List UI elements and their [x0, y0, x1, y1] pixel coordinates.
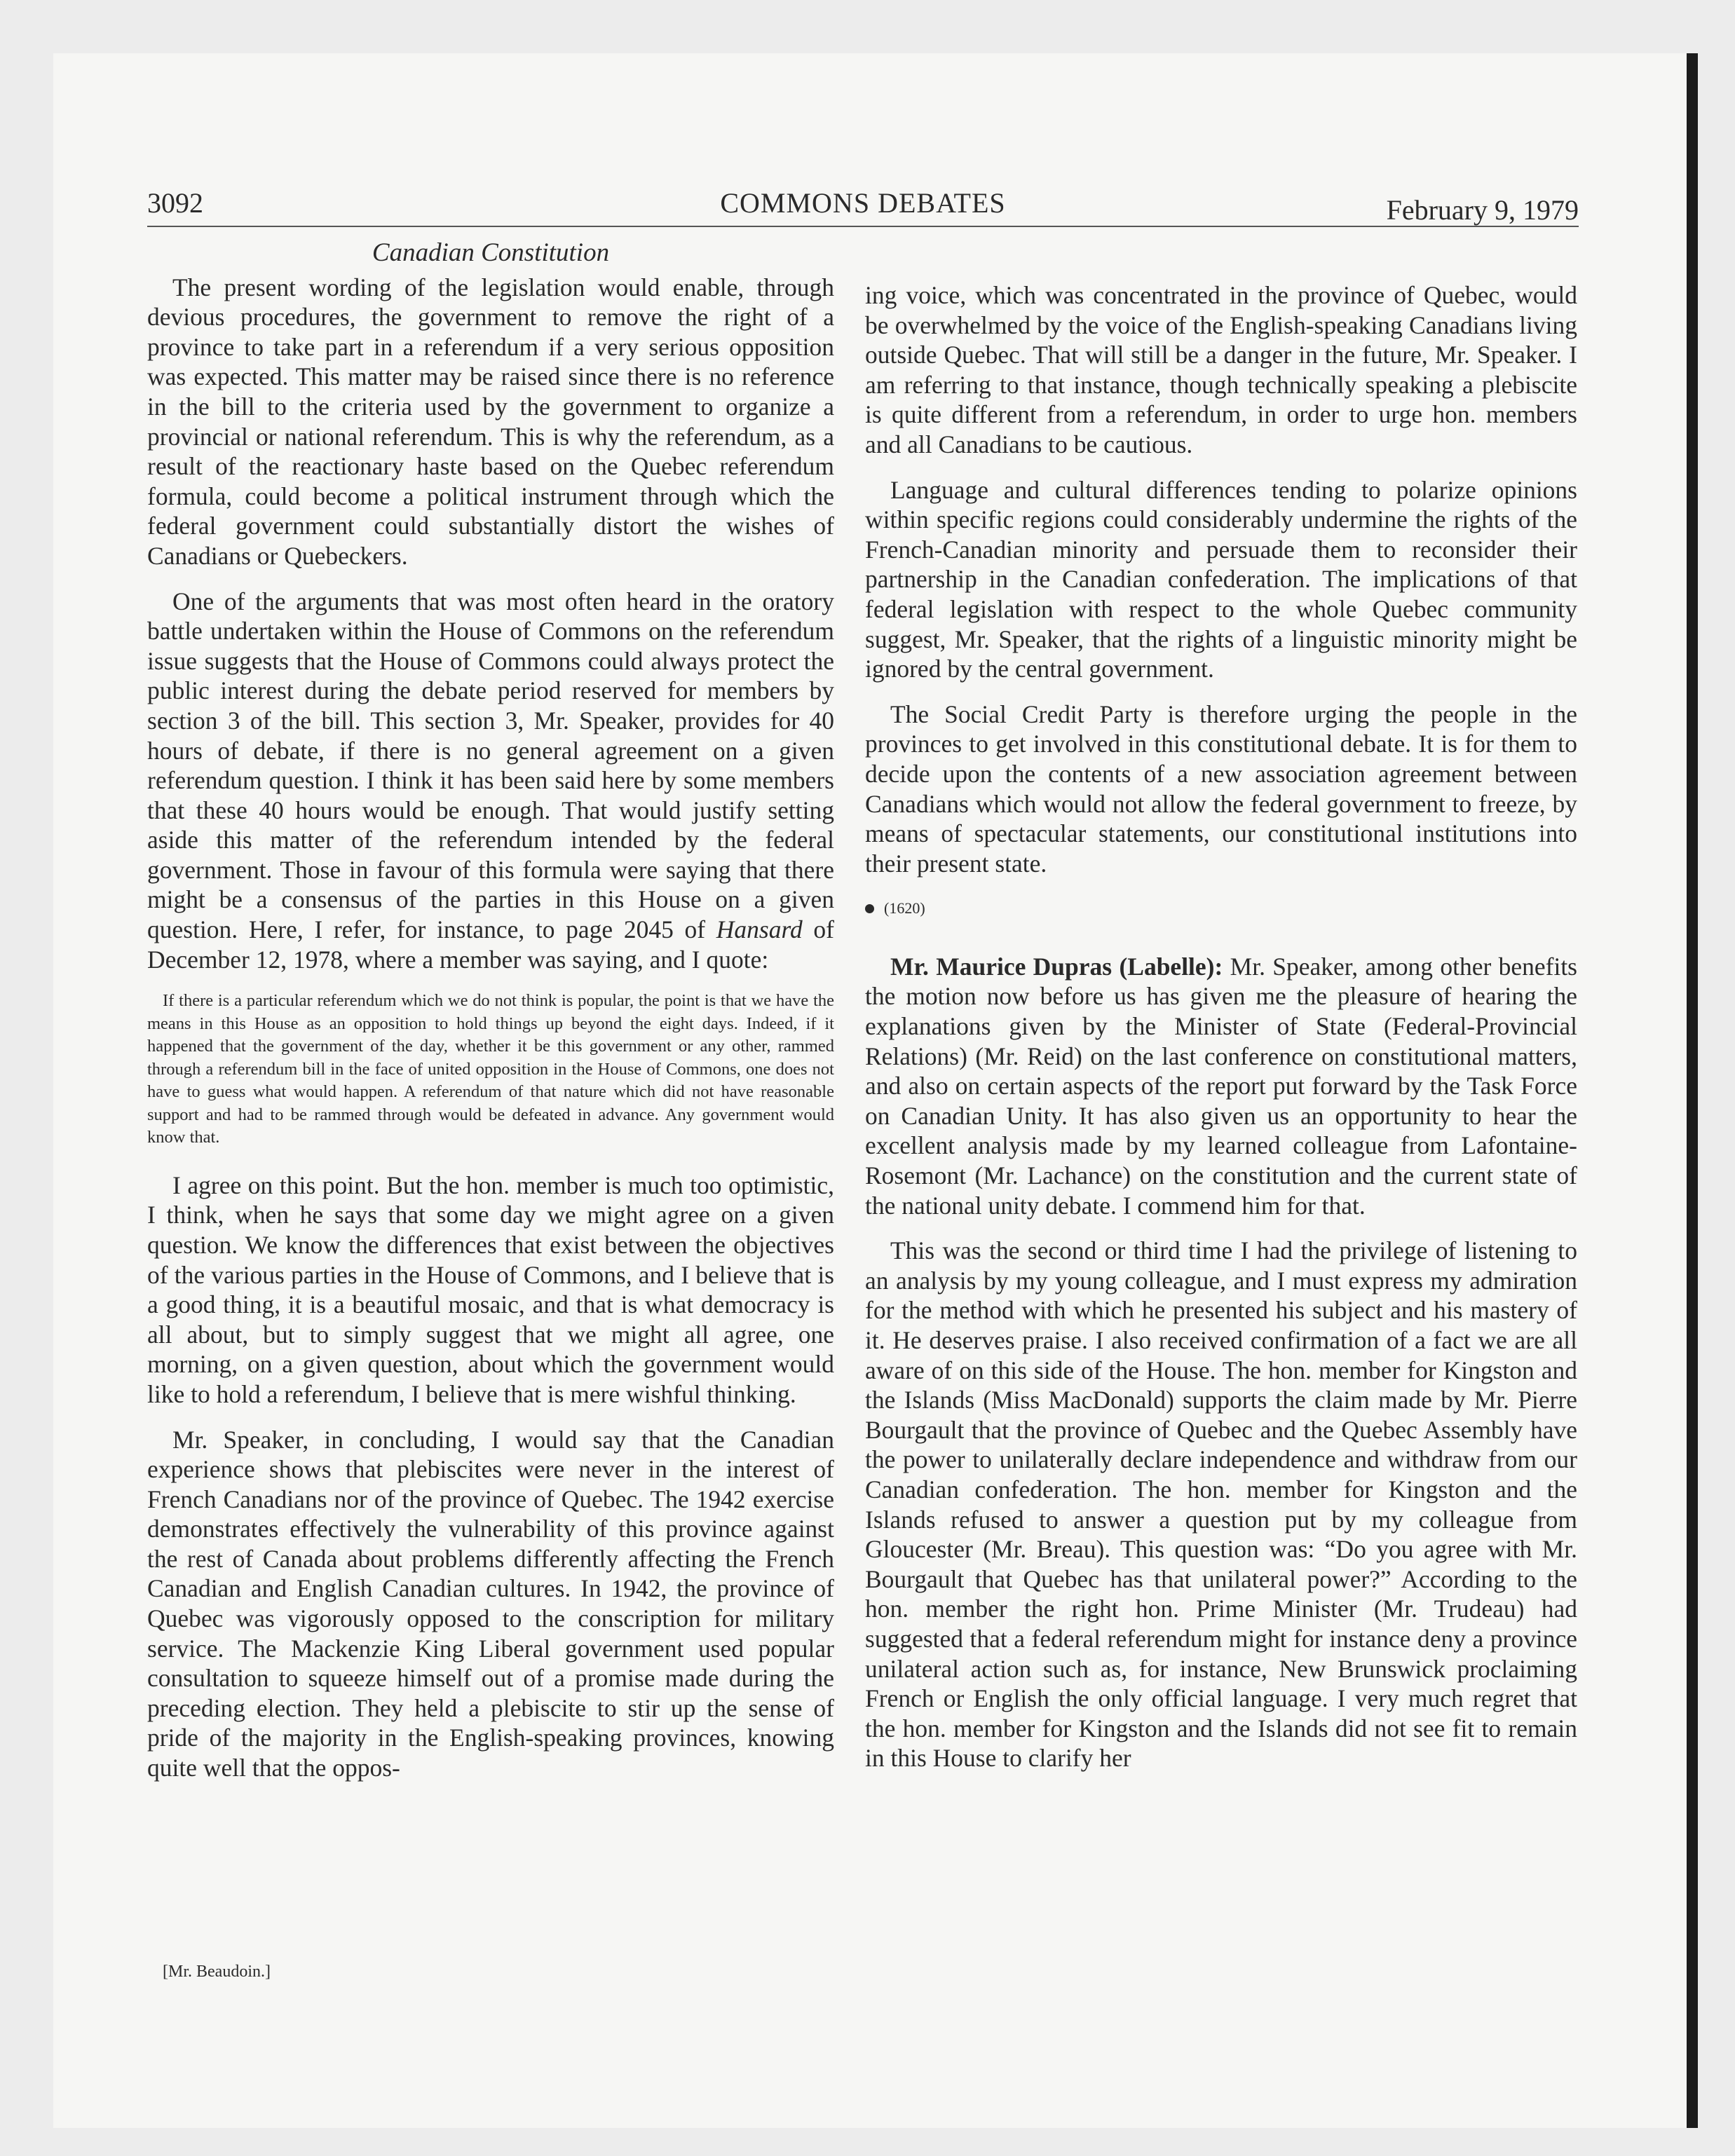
right-column — [865, 280, 1577, 1789]
paragraph: ing voice, which was concentrated in the province of Quebec, would be overwhelmed by the voice of the English-speaking Canadians living outside Quebec. That will still be a danger in the future, Mr. Speaker. I am referring to that instance, though technically speaking a plebiscite is quite different from a referendum, in order to urge hon. members and all Canadians to be cautious. — [865, 281, 1577, 458]
left-column — [147, 238, 834, 1799]
bullet-icon — [865, 904, 874, 913]
speaker-attribution: [Mr. Beaudoin.] — [163, 1963, 271, 1981]
block-quote: If there is a particular referendum which we do not think is popular, the point is that we have the means in this House as an opposition to hold things up beyond the eight days. Indeed, if it happened that the government of the day, whether it be this government or any other, rammed through a referendum bill in the face of united opposition in the House of Commons, one does not have to guess what would happen. A referendum of that nature which did not have reasonable support and had to be rammed through would be defeated in advance. Any government would know that. — [147, 991, 834, 1147]
scan-edge — [1687, 53, 1698, 2128]
text-run: Mr. Speaker, among other benefits the motion now before us has given me the pleasure of hearing the explanations given by the Minister of State (Federal-Provincial Relations) (Mr. Reid) on the last conference on constitutional matters, and also on certain aspects of the report put forward by the Task Force on Canadian Unity. It has also given us an opportunity to hear the excellent analysis made by my learned colleague from Lafontaine-Rosemont (Mr. Lachance) on the constitution and the current state of the national unity debate. I commend him for that. — [865, 952, 1577, 1220]
section-subhead: Canadian Constitution — [372, 238, 610, 267]
paragraph — [865, 952, 1577, 1220]
paragraph: I agree on this point. But the hon. member is much too optimistic, I think, when he says that some day we might agree on a given question. We know the differences that exist between the objectives of the various parties in the House of Commons, and I believe that is a good thing, it is a beautiful mosaic, and that is what democracy is all about, but to simply suggest that we might all agree, one morning, on a given question, about which the government would like to hold a referendum, I believe that is mere wishful thinking. — [147, 1171, 834, 1408]
paragraph: The present wording of the legislation would enable, through devious procedures, the government to remove the right of a province to take part in a referendum if a very serious opposition was expected. This matter may be raised since there is no reference in the bill to the criteria used by the government to organize a provincial or national referendum. This is why the referendum, as a result of the reactionary haste based on the Quebec referendum formula, could become a political instrument through which the federal government could substantially distort the wishes of Canadians or Quebeckers. — [147, 273, 834, 570]
paragraph: Mr. Speaker, in concluding, I would say that the Canadian experience shows that plebiscites were never in the interest of French Canadians nor of the province of Quebec. The 1942 exercise demonstrates effectively the vulnerability of this province against the rest of Canada about problems differently affecting the French Canadian and English Canadian cultures. In 1942, the province of Quebec was vigorously opposed to the conscription for military service. The Mackenzie King Liberal government used popular consultation to squeeze himself out of a promise made during the preceding election. They held a plebiscite to stir up the sense of pride of the majority in the English-speaking provinces, knowing quite well that the oppos- — [147, 1425, 834, 1782]
running-title: COMMONS DEBATES — [720, 187, 1006, 219]
page-number: 3092 — [147, 187, 203, 219]
paragraph — [147, 587, 834, 975]
paragraph: This was the second or third time I had the privilege of listening to an analysis by my young colleague, and I must express my admiration for the method with which he presented his subject and his mastery of it. He deserves praise. I also received confirmation of a fact we are all aware of on this side of the House. The hon. member for Kingston and the Islands (Miss MacDonald) supports the claim made by Mr. Pierre Bourgault that the province of Quebec and the Quebec Assembly have the power to unilaterally declare independence and withdraw from our Canadian confederation. The hon. member for Kingston and the Islands refused to answer a question put by my colleague from Gloucester (Mr. Breau). This question was: “Do you agree with Mr. Bourgault that Quebec has that unilateral power?” According to the hon. member the right hon. Prime Minister (Mr. Trudeau) had suggested that a federal referendum might for instance deny a province unilateral action such as, for instance, New Brunswick proclaiming French or English the only official language. I very much regret that the hon. member for Kingston and the Islands did not see fit to remain in this House to clarify her — [865, 1236, 1577, 1773]
text-run: One of the arguments that was most often heard in the oratory battle undertaken within the House of Commons on the referendum issue suggests that the House of Commons could always protect the public interest during the debate period reserved for members by section 3 of the bill. This section 3, Mr. Speaker, provides for 40 hours of debate, if there is no general agreement on a given referendum question. I think it has been said here by some members that these 40 hours would be enough. That would justify setting aside this matter of the referendum intended by the federal government. Those in favour of this formula were saying that there might be a consensus of the parties in this House on a given question. Here, I refer, for instance, to page 2045 of — [147, 587, 834, 944]
time-marker-text: (1620) — [884, 899, 925, 917]
paragraph: The Social Credit Party is therefore urging the people in the provinces to get involved in this constitutional debate. It is for them to decide upon the contents of a new association agreement between Canadians which would not allow the federal government to freeze, by means of spectacular statements, our constitutional institutions into their present state. — [865, 700, 1577, 878]
time-marker — [865, 894, 1577, 924]
text-run: of December 12, 1978, where a member was saying, and I quote: — [147, 915, 834, 974]
paragraph: Language and cultural differences tending to polarize opinions within specific regions could considerably undermine the rights of the French-Canadian minority and persuade them to reconsider their partnership in the Canadian confederation. The implications of that federal legislation with respect to the whole Quebec community suggest, Mr. Speaker, that the rights of a linguistic minority might be ignored by the central government. — [865, 475, 1577, 683]
speaker-name: Mr. Maurice Dupras (Labelle): — [890, 952, 1223, 981]
italic-term: Hansard — [716, 915, 803, 944]
page-header — [147, 184, 1579, 227]
page-date: February 9, 1979 — [1386, 194, 1579, 226]
